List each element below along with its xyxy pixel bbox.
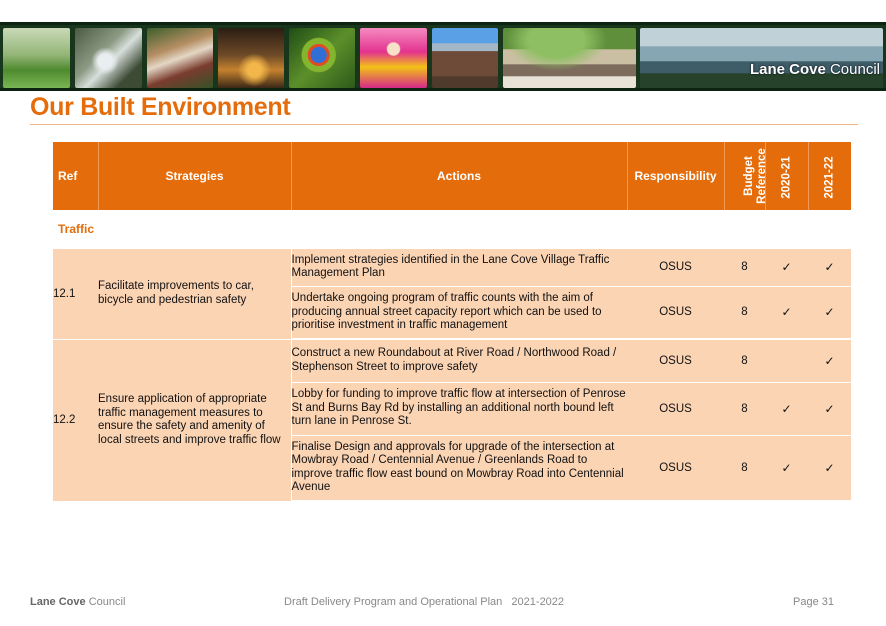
action-cell: Finalise Design and approvals for upgrade of the intersection at Mowbray Road / Centennial Avenue / Greenlands Road to improve traffic flow east bound on Mowbray Road into Centennial Avenue [291, 435, 627, 501]
header-2020-21-text: 2020-21 [780, 155, 793, 199]
header-budget-reference-text: Budget Reference [742, 148, 768, 204]
banner-photo-harbour-view [640, 28, 883, 88]
logo-strong-text: Lane Cove [749, 61, 826, 78]
ref-cell: 12.1 [53, 248, 98, 339]
banner-photo-parrot [289, 28, 355, 88]
check-2020-21: ✓ [765, 382, 808, 435]
budget-cell: 8 [724, 382, 765, 435]
page-title: Our Built Environment [30, 93, 291, 121]
table-row [53, 339, 851, 382]
action-cell: Implement strategies identified in the Lane Cove Village Traffic Management Plan [291, 248, 627, 286]
strategy-cell: Facilitate improvements to car, bicycle and pedestrian safety [98, 248, 291, 339]
title-divider [30, 124, 858, 125]
section-label: Traffic [53, 210, 851, 248]
council-logo [750, 61, 880, 78]
responsibility-cell: OSUS [627, 339, 724, 382]
responsibility-cell: OSUS [627, 248, 724, 286]
banner-photo-heritage-building [432, 28, 498, 88]
footer-page-number: Page 31 [793, 596, 834, 608]
action-plan-table [53, 142, 851, 502]
banner-photo-restaurant-night [218, 28, 284, 88]
check-2020-21: ✓ [765, 435, 808, 501]
header-2021-22-text: 2021-22 [823, 155, 836, 199]
header-actions: Actions [291, 142, 627, 210]
banner-photo-dancer [360, 28, 427, 88]
check-2021-22: ✓ [808, 286, 851, 339]
footer-council-rest: Council [85, 596, 126, 608]
check-2020-21: ✓ [765, 248, 808, 286]
check-2020-21 [765, 339, 808, 382]
header-2021-22 [808, 142, 851, 210]
section-row-traffic [53, 210, 851, 248]
budget-cell: 8 [724, 339, 765, 382]
budget-cell: 8 [724, 435, 765, 501]
header-budget-reference [724, 142, 768, 210]
action-cell: Construct a new Roundabout at River Road / Northwood Road / Stephenson Street to improve safety [291, 339, 627, 382]
header-strategies: Strategies [98, 142, 291, 210]
footer-document-title: Draft Delivery Program and Operational Plan 2021-2022 [284, 596, 565, 608]
budget-cell: 8 [724, 248, 765, 286]
header-banner [0, 22, 886, 91]
responsibility-cell: OSUS [627, 286, 724, 339]
check-2021-22: ✓ [808, 248, 851, 286]
logo-rest-text: Council [825, 61, 880, 78]
action-cell: Lobby for funding to improve traffic flow at intersection of Penrose St and Burns Bay Rd by installing an additional north bound left turn lane in Penrose St. [291, 382, 627, 435]
strategy-cell: Ensure application of appropriate traffic management measures to ensure the safety and amenity of local streets and improve traffic flow [98, 339, 291, 501]
banner-photo-street-festival [147, 28, 213, 88]
action-cell: Undertake ongoing program of traffic counts with the aim of producing annual street capacity report which can be used to prioritise investment in traffic management [291, 286, 627, 339]
banner-photo-outdoor-cafe [503, 28, 636, 88]
banner-photo-golf-course [3, 28, 70, 88]
banner-photo-waterfall [75, 28, 142, 88]
header-ref: Ref [53, 142, 98, 210]
check-2021-22: ✓ [808, 382, 851, 435]
check-2021-22: ✓ [808, 435, 851, 501]
footer-council [30, 596, 125, 608]
footer-council-strong: Lane Cove [30, 596, 86, 608]
header-responsibility: Responsibility [627, 142, 724, 210]
check-2021-22: ✓ [808, 339, 851, 382]
table-row [53, 248, 851, 286]
responsibility-cell: OSUS [627, 435, 724, 501]
ref-cell: 12.2 [53, 339, 98, 501]
header-2020-21 [765, 142, 808, 210]
budget-cell: 8 [724, 286, 765, 339]
responsibility-cell: OSUS [627, 382, 724, 435]
table-header-row [53, 142, 851, 210]
check-2020-21: ✓ [765, 286, 808, 339]
